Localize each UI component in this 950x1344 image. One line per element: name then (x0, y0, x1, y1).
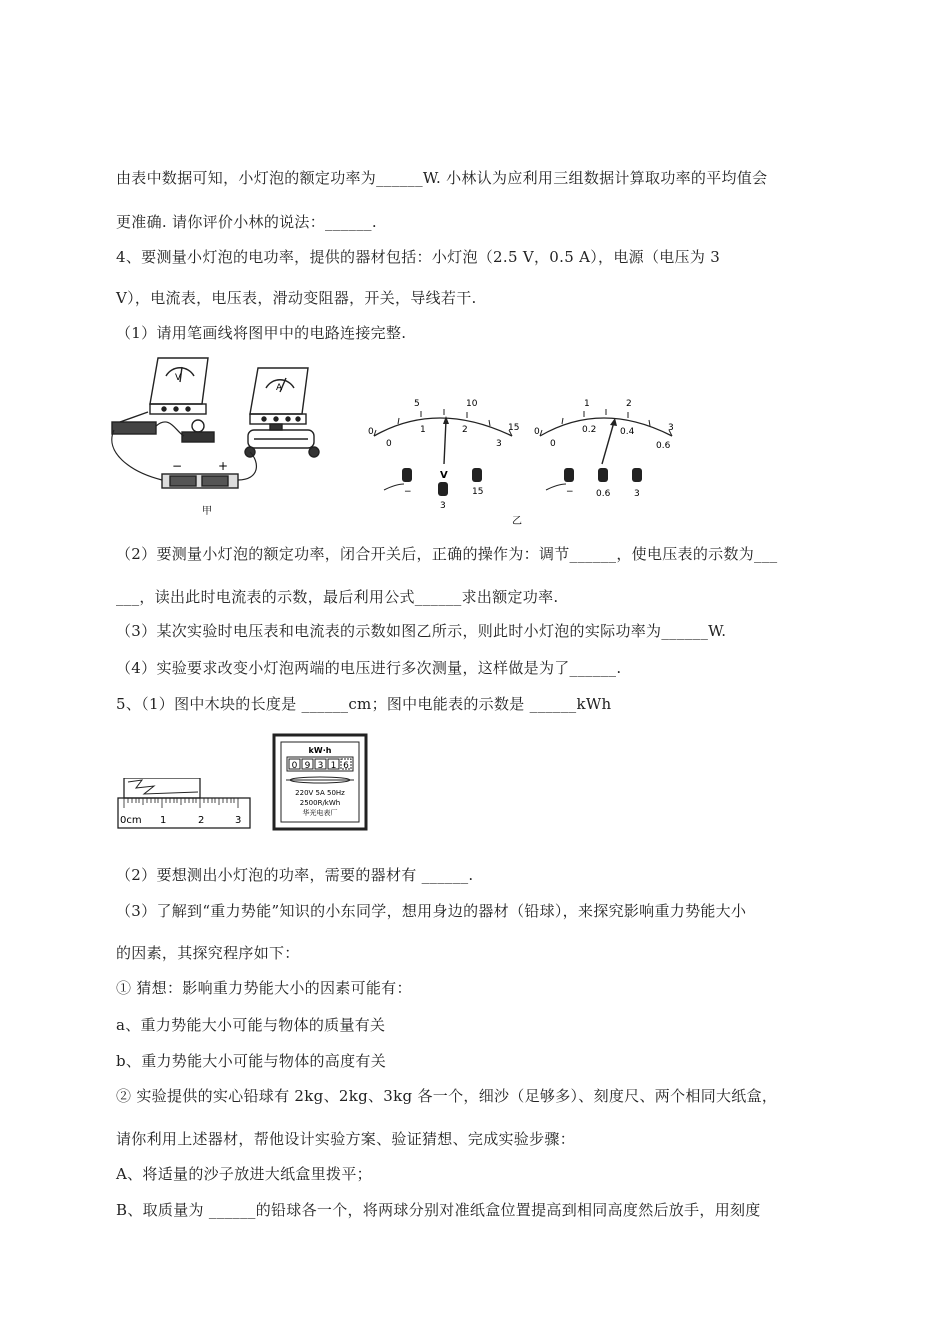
ammeter-terminal: 0.6 (596, 489, 611, 499)
meter-maker: 华光电表厂 (302, 809, 338, 817)
ammeter-outer-tick: 3 (668, 423, 674, 433)
meter-digit: 0 (291, 761, 298, 771)
figure-yi-caption: 乙 (512, 516, 522, 527)
figure-jia-caption: 甲 (202, 506, 212, 517)
ammeter-device (250, 368, 308, 424)
rheostat-device (245, 424, 319, 457)
paragraph-rated-power: 由表中数据可知，小灯泡的额定功率为______W. 小林认为应利用三组数据计算取功率的平均值会 (116, 169, 768, 187)
question-4-line-2: V），电流表，电压表，滑动变阻器，开关，导线若干. (116, 289, 477, 307)
meter-dials-figure (362, 390, 692, 530)
question-4-part-2-line-1: （2）要测量小灯泡的额定功率，闭合开关后，正确的操作为：调节______，使电压表的示数为___ (116, 545, 778, 563)
voltmeter-dial (368, 399, 519, 511)
voltmeter-terminal: 15 (472, 487, 484, 497)
question-5-part-3-line-2: 的因素，其探究程序如下： (116, 944, 300, 962)
guess-item-a: a、重力势能大小可能与物体的质量有关 (116, 1016, 386, 1034)
ammeter-dial (534, 399, 674, 499)
ammeter-inner-tick: 0.4 (620, 427, 635, 437)
voltmeter-inner-tick: 1 (420, 425, 426, 435)
voltmeter-letter: V (175, 373, 182, 383)
ammeter-outer-tick: 2 (626, 399, 632, 409)
equipment-list: ② 实验提供的实心铅球有 2kg、2kg、3kg 各一个，细沙（足够多）、刻度尺、两个相同大纸盒， (116, 1087, 778, 1105)
voltmeter-inner-tick: 2 (462, 425, 468, 435)
battery-plus: + (218, 459, 229, 473)
ruler-block-figure (114, 778, 254, 832)
ammeter-inner-tick: 0 (550, 439, 556, 449)
ruler-label: 3 (235, 815, 242, 826)
ammeter-inner-tick: 0.6 (656, 441, 671, 451)
question-5-part-1: 5、（1）图中木块的长度是 ______cm；图中电能表的示数是 ______kWh (116, 695, 612, 713)
voltmeter-inner-tick: 0 (386, 439, 392, 449)
question-4-line-1: 4、要测量小灯泡的电功率，提供的器材包括：小灯泡（2.5 V，0.5 A），电源（电压为 3 (116, 248, 721, 266)
step-a: A、将适量的沙子放进大纸盒里拨平； (116, 1165, 372, 1183)
voltmeter-inner-tick: 3 (496, 439, 502, 449)
voltmeter-outer-tick: 15 (508, 423, 520, 433)
voltmeter-pointer (444, 420, 446, 464)
question-5-part-3-line-1: （3）了解到“重力势能”知识的小东同学，想用身边的器材（铅球），来探究影响重力势能大小 (116, 902, 747, 920)
energy-meter-figure (272, 733, 368, 831)
bulb-holder (182, 420, 214, 442)
voltmeter-terminal: − (404, 487, 412, 497)
meter-digit: 9 (304, 761, 311, 771)
question-5-part-2: （2）要想测出小灯泡的功率，需要的器材有 ______. (116, 866, 474, 884)
meter-unit: kW·h (308, 746, 332, 755)
meter-digit: 3 (317, 761, 324, 771)
voltmeter-device (150, 358, 208, 414)
question-4-part-2-line-2: ___，读出此时电流表的示数，最后利用公式______求出额定功率. (116, 588, 559, 606)
ammeter-terminal: − (566, 487, 574, 497)
question-4-part-3: （3）某次实验时电压表和电流表的示数如图乙所示，则此时小灯泡的实际功率为______W. (116, 622, 727, 640)
ammeter-outer-tick: 0 (534, 427, 540, 437)
guess-heading: ① 猜想：影响重力势能大小的因素可能有： (116, 979, 412, 997)
meter-spec: 220V 5A 50Hz (295, 789, 345, 797)
ruler-label: 0cm (120, 815, 142, 826)
switch-device (112, 412, 156, 434)
paragraph-evaluate: 更准确. 请你评价小林的说法：______. (116, 213, 377, 231)
ammeter-letter: A (276, 383, 283, 393)
battery-minus: − (172, 459, 183, 473)
ammeter-inner-tick: 0.2 (582, 425, 597, 435)
meter-digit: 1 (330, 761, 337, 771)
question-4-part-4: （4）实验要求改变小灯泡两端的电压进行多次测量，这样做是为了______. (116, 659, 622, 677)
ammeter-outer-tick: 1 (584, 399, 590, 409)
guess-item-b: b、重力势能大小可能与物体的高度有关 (116, 1052, 387, 1070)
question-4-part-1: （1）请用笔画线将图甲中的电路连接完整. (116, 324, 407, 342)
voltmeter-dial-letter: V (440, 470, 448, 481)
circuit-apparatus-figure (110, 352, 350, 522)
meter-rate: 2500R/kWh (299, 799, 341, 807)
voltmeter-outer-tick: 5 (414, 399, 420, 409)
battery-holder (162, 474, 238, 488)
ruler-label: 1 (160, 815, 167, 826)
ammeter-terminal: 3 (634, 489, 640, 499)
meter-digit-decimal: 6 (343, 761, 349, 771)
design-instruction: 请你利用上述器材，帮他设计实验方案、验证猜想、完成实验步骤： (116, 1130, 576, 1148)
step-b: B、取质量为 ______的铅球各一个，将两球分别对准纸盒位置提高到相同高度然后放手，用刻度 (116, 1201, 761, 1219)
ruler-label: 2 (198, 815, 205, 826)
voltmeter-outer-tick: 10 (466, 399, 478, 409)
voltmeter-outer-tick: 0 (368, 427, 374, 437)
meter-disc (286, 777, 354, 783)
ammeter-pointer (602, 422, 614, 464)
voltmeter-terminal: 3 (440, 501, 446, 511)
